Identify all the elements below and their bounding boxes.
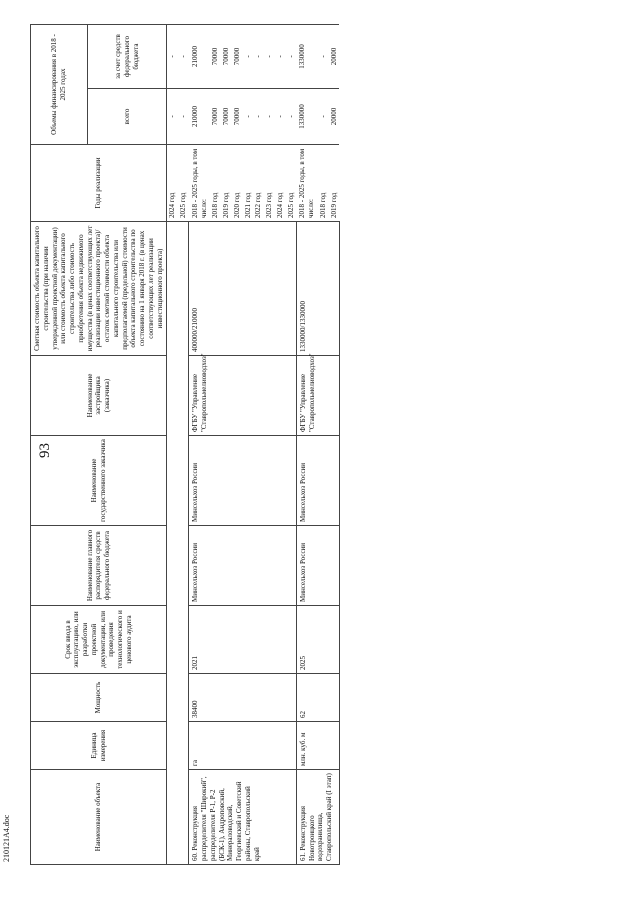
deadline-cell: 2025: [296, 606, 339, 674]
year-cell: 2024 год: [167, 145, 178, 222]
header-total: всего: [88, 89, 167, 145]
header-federal: за счет средств федерального бюджета: [88, 25, 167, 89]
table-body: [167, 25, 340, 865]
table-row: 2019 год 70000 70000: [221, 25, 232, 865]
header-main-manager: Наименование главного распорядителя средств федерального бюджета: [31, 526, 167, 606]
object-name-cell: 61. Реконструкция Новотроицкого водохранилища, Ставропольский край (I этап): [296, 770, 339, 865]
state-customer-cell: Минсельхоз России: [296, 436, 339, 526]
year-cell: 2021 год: [243, 145, 254, 222]
table-row: 2020 год 70000 70000: [232, 25, 243, 865]
page-number: 93: [37, 443, 53, 458]
deadline-cell: 2021: [189, 606, 297, 674]
year-cell: 2024 год: [275, 145, 286, 222]
object-name: Реконструкция распределителя "Широкий", распределителя Р-1, Р-2 (БСК-1), Андроповский, Минераловодский, Георгиевский и Советский районы, Ставропольский край: [191, 776, 261, 861]
footer-filename: 210121А4.doc: [2, 814, 11, 862]
main-manager-cell: Минсельхоз России: [296, 526, 339, 606]
estimated-cost-cell: 1330000/1330000: [296, 222, 339, 356]
object-name: Реконструкция Новотроицкого водохранилища, Ставропольский край (I этап): [298, 773, 333, 861]
year-cell: 2022 год: [253, 145, 264, 222]
table-row: 2024 год - -: [275, 25, 286, 865]
year-cell: 2018 год: [318, 145, 329, 222]
object-name-cell: 60. Реконструкция распределителя "Широкий", распределителя Р-1, Р-2 (БСК-1), Андроповский, Минераловодский, Георгиевский и Советский районы, Ставропольский край: [189, 770, 297, 865]
year-cell: 2018 - 2025 годы, в том числе:: [189, 145, 211, 222]
unit-cell: млн. куб. м: [296, 722, 339, 770]
table-row: 2023 год - -: [264, 25, 275, 865]
header-state-customer: Наименование государственного заказчика: [31, 436, 167, 526]
developer-cell: ФГБУ "Управление "Ставропольмелиоводхоз": [296, 356, 339, 436]
year-cell: 2018 - 2025 годы, в том числе:: [296, 145, 318, 222]
table-row: 60. Реконструкция распределителя "Широкий", распределителя Р-1, Р-2 (БСК-1), Андроповский, Минераловодский, Георгиевский и Советский районы, Ставропольский край га 38400 2021 Минсельхоз России Минсельхоз России ФГБУ "Управление "Ставропольмелиоводхоз" 400000/210000 2018 - 2025 годы, в том числе: 210000 210000: [189, 25, 211, 865]
capacity-cell: 38400: [189, 674, 297, 722]
developer-cell: ФГБУ "Управление "Ставропольмелиоводхоз": [189, 356, 297, 436]
table-row: 2022 год - -: [253, 25, 264, 865]
state-customer-cell: Минсельхоз России: [189, 436, 297, 526]
table-row: 2025 год - -: [178, 25, 189, 865]
table-row: 2019 год 20000 20000: [329, 25, 340, 865]
year-cell: 2025 год: [178, 145, 189, 222]
unit-cell: га: [189, 722, 297, 770]
year-cell: 2019 год: [221, 145, 232, 222]
year-cell: 2025 год: [286, 145, 297, 222]
financing-table: [30, 24, 340, 865]
header-financing-group: Объемы финансирования в 2018 - 2025 годах: [31, 25, 88, 145]
table-row: 2024 год - -: [167, 25, 178, 865]
header-developer: Наименование застройщика (заказчика): [31, 356, 167, 436]
capacity-cell: 62: [296, 674, 339, 722]
table-row: 61. Реконструкция Новотроицкого водохранилища, Ставропольский край (I этап) млн. куб. м 62 2025 Минсельхоз России Минсельхоз России ФГБУ "Управление "Ставропольмелиоводхоз" 1330000/1330000 2018 - 2025 годы, в том числе: 1330000 1330000: [296, 25, 318, 865]
table-row: 2018 год - -: [318, 25, 329, 865]
main-manager-cell: Минсельхоз России: [189, 526, 297, 606]
table-row: 2021 год - -: [243, 25, 254, 865]
estimated-cost-cell: 400000/210000: [189, 222, 297, 356]
header-capacity: Мощность: [31, 674, 167, 722]
header-unit: Единица измерения: [31, 722, 167, 770]
year-cell: 2020 год: [232, 145, 243, 222]
table-row: 2025 год - -: [286, 25, 297, 865]
header-estimated-cost: Сметная стоимость объекта капитального строительства (при наличии утвержденной проектной документации) или стоимость объекта капитального строительства либо стоимость приобретения объекта недвижимого имущества (в ценах соответствующих лет реализации инвестиционного проекта)/остаток сметной стоимости объекта капитального строительства или предполагаемой (предельной) стоимости объекта капитального строительства по состоянию на 1 января 2018 г. (в ценах соответствующих лет реализации инвестиционного проекта): [31, 222, 167, 356]
year-cell: 2023 год: [264, 145, 275, 222]
header-years: Годы реализации: [31, 145, 167, 222]
year-cell: 2019 год: [329, 145, 340, 222]
header-name: Наименование объекта: [31, 770, 167, 865]
table-row: 2018 год 70000 70000: [210, 25, 221, 865]
header-deadline: Срок ввода в эксплуатацию, или разработки проектной документации, или проведения технологического и ценового аудита: [31, 606, 167, 674]
year-cell: 2018 год: [210, 145, 221, 222]
